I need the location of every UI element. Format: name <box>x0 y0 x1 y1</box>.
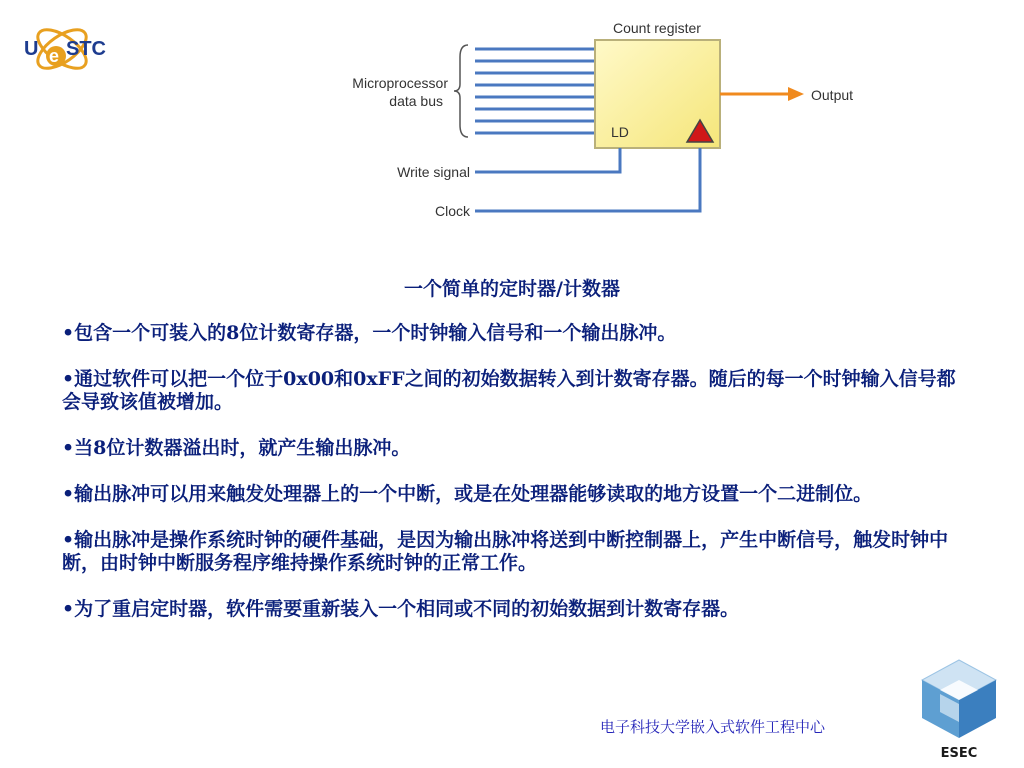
footer-organization: 电子科技大学嵌入式软件工程中心 <box>600 718 826 736</box>
data-bus-lines <box>475 49 595 133</box>
bus-label-line2: data bus <box>389 93 443 109</box>
bullet-item: •当8位计数器溢出时，就产生输出脉冲。 <box>62 437 411 459</box>
svg-text:STC: STC <box>66 38 106 60</box>
esec-logo <box>918 656 1000 764</box>
esec-logo-text: ESEC <box>940 746 978 761</box>
uestc-logo-graphic <box>18 16 108 82</box>
ld-label: LD <box>611 124 629 140</box>
bullet-item: •通过软件可以把一个位于0x00和0xFF之间的初始数据转入到计数寄存器。随后的每一个时钟输入信号都会导致该值被增加。 <box>62 368 956 413</box>
clock-label: Clock <box>434 203 470 219</box>
output-arrow <box>720 87 804 101</box>
bullet-item: •为了重启定时器，软件需要重新装入一个相同或不同的初始数据到计数寄存器。 <box>62 598 740 620</box>
write-signal-line <box>475 148 620 172</box>
bus-brace <box>454 45 468 137</box>
bus-label-line1: Microprocessor <box>352 75 448 91</box>
diagram-caption: 一个简单的定时器/计数器 <box>404 278 620 300</box>
timer-counter-diagram <box>330 12 870 237</box>
uestc-logo <box>18 16 108 82</box>
esec-logo-graphic <box>918 656 1000 764</box>
bullet-item: •包含一个可装入的8位计数寄存器，一个时钟输入信号和一个输出脉冲。 <box>62 322 677 344</box>
bullet-item: •输出脉冲可以用来触发处理器上的一个中断，或是在处理器能够读取的地方设置一个二进制位。 <box>62 483 873 505</box>
output-label: Output <box>811 87 854 103</box>
svg-text:e: e <box>49 46 60 66</box>
svg-text:U: U <box>24 38 39 60</box>
clock-line <box>475 148 700 211</box>
count-register-label: Count register <box>613 20 701 36</box>
bullet-item: •输出脉冲是操作系统时钟的硬件基础，是因为输出脉冲将送到中断控制器上，产生中断信号，触发时钟中断，由时钟中断服务程序维持操作系统时钟的正常工作。 <box>62 529 949 574</box>
write-signal-label: Write signal <box>397 164 470 180</box>
bullet-list <box>62 322 967 621</box>
